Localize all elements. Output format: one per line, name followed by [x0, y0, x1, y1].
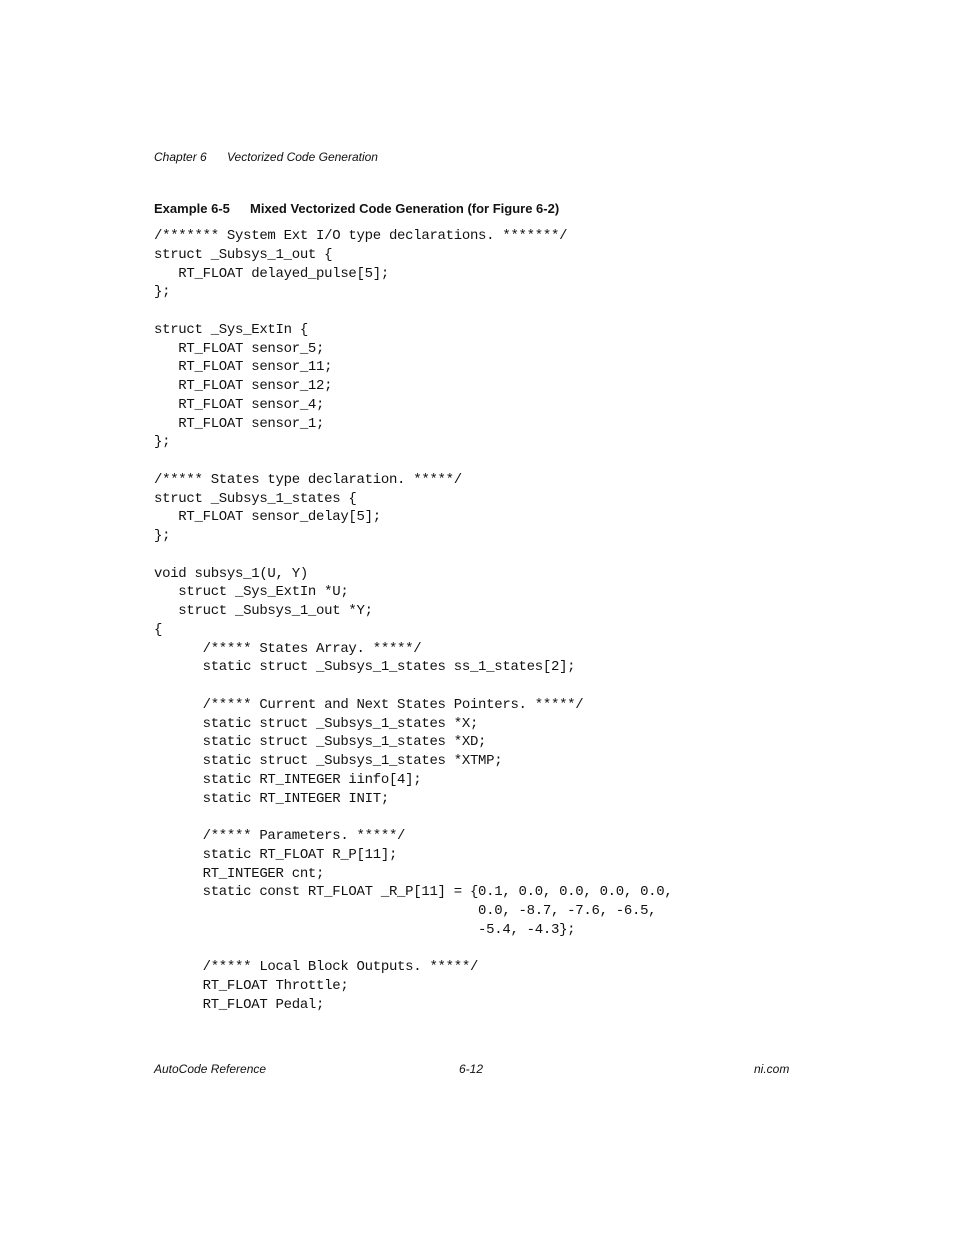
code-line: /***** States type declaration. *****/ — [154, 471, 462, 488]
running-header — [154, 150, 378, 164]
code-line: static RT_INTEGER INIT; — [154, 790, 389, 807]
code-line: /***** Local Block Outputs. *****/ — [154, 959, 479, 976]
code-line: static struct _Subsys_1_states ss_1_states[2]; — [154, 659, 576, 676]
code-line — [154, 808, 673, 827]
code-line: -5.4, -4.3}; — [154, 921, 576, 938]
code-line: /***** Parameters. *****/ — [154, 828, 406, 844]
code-line: RT_FLOAT sensor_4; — [154, 396, 325, 413]
code-line: static struct _Subsys_1_states *XTMP; — [154, 753, 503, 769]
code-line: static struct _Subsys_1_states *X; — [154, 715, 479, 732]
footer-book-title: AutoCode Reference — [154, 1062, 267, 1076]
code-line: RT_INTEGER cnt; — [154, 865, 325, 882]
code-line: }; — [154, 528, 171, 544]
code-line: struct _Subsys_1_states { — [154, 490, 357, 507]
code-line: static RT_INTEGER iinfo[4]; — [154, 771, 422, 788]
example-heading — [154, 201, 559, 216]
code-line: RT_FLOAT sensor_delay[5]; — [154, 509, 381, 526]
chapter-label: Chapter 6 — [154, 150, 207, 164]
code-line: struct _Subsys_1_out { — [154, 246, 333, 263]
code-line: struct _Subsys_1_out *Y; — [154, 603, 373, 619]
code-line: { — [154, 621, 163, 638]
code-line: RT_FLOAT sensor_5; — [154, 340, 325, 357]
code-line: RT_FLOAT Pedal; — [154, 996, 325, 1013]
code-line: }; — [154, 284, 171, 301]
code-line: static const RT_FLOAT _R_P[11] = {0.1, 0.0, 0.0, 0.0, 0.0, — [154, 884, 673, 901]
code-line — [154, 452, 673, 471]
example-label: Example 6-5 — [154, 201, 230, 216]
code-line — [154, 677, 673, 696]
footer-page-number: 6-12 — [459, 1062, 484, 1076]
example-title: Mixed Vectorized Code Generation (for Figure 6-2) — [250, 201, 560, 216]
code-line: /******* System Ext I/O type declarations. *******/ — [154, 228, 568, 244]
code-line: /***** States Array. *****/ — [154, 640, 422, 657]
code-line: /***** Current and Next States Pointers. *****/ — [154, 696, 584, 713]
code-line — [154, 302, 673, 321]
code-line: RT_FLOAT sensor_1; — [154, 415, 325, 432]
code-line: void subsys_1(U, Y) — [154, 565, 308, 582]
code-line: struct _Sys_ExtIn { — [154, 321, 308, 338]
code-line: RT_FLOAT Throttle; — [154, 978, 349, 994]
code-line: RT_FLOAT sensor_12; — [154, 378, 333, 394]
code-line: }; — [154, 434, 171, 451]
footer-website: ni.com — [754, 1062, 790, 1076]
code-line — [154, 940, 673, 959]
code-line: 0.0, -8.7, -7.6, -6.5, — [154, 903, 657, 919]
section-title: Vectorized Code Generation — [227, 150, 378, 164]
code-line: RT_FLOAT delayed_pulse[5]; — [154, 265, 389, 282]
code-line: struct _Sys_ExtIn *U; — [154, 584, 349, 601]
code-line: static struct _Subsys_1_states *XD; — [154, 734, 487, 751]
code-listing — [154, 227, 673, 1015]
code-line: static RT_FLOAT R_P[11]; — [154, 846, 398, 863]
code-line — [154, 546, 673, 565]
code-line: RT_FLOAT sensor_11; — [154, 359, 333, 376]
